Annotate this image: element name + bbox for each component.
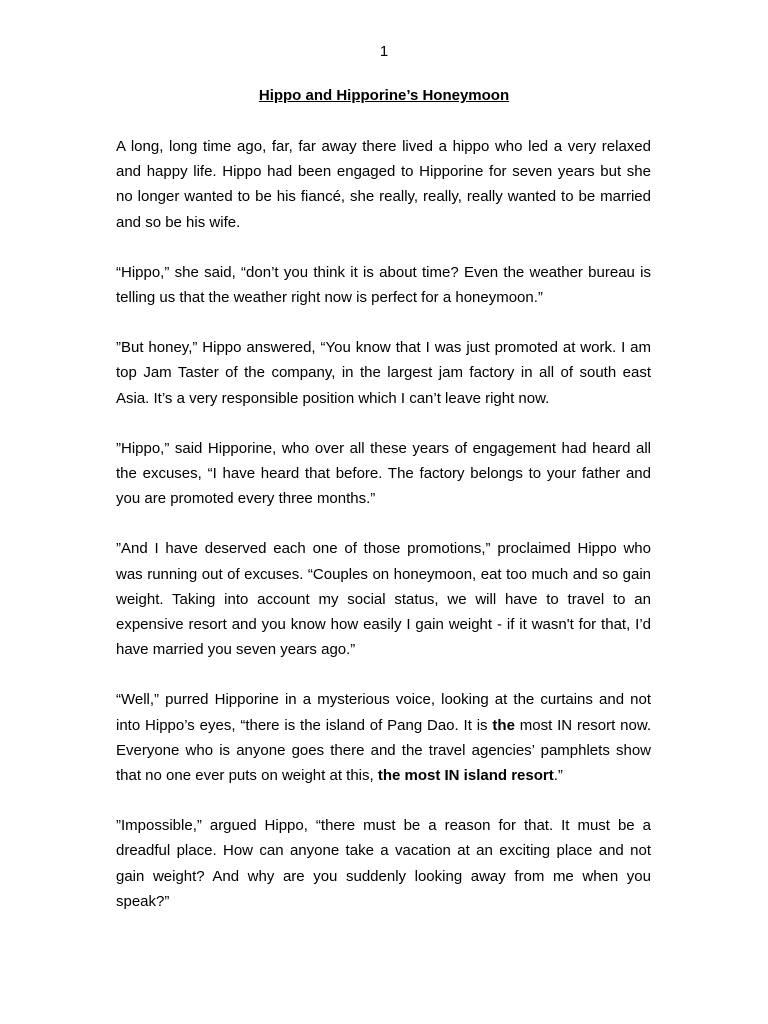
page-number: 1 [379, 43, 389, 60]
paragraph-6-text-a: “Well,” purred Hipporine in a mysterious voice, looking at the curtains and not into Hippo’s eyes, “there is the island of Pang Dao. It is [116, 691, 651, 734]
paragraph-6-text-b: most IN resort now. Everyone who is anyone goes there and the travel agencies’ pamphlets show that no one ever puts on weight at this, [116, 716, 651, 785]
document-title: Hippo and Hipporine’s Honeymoon [258, 87, 510, 104]
paragraph-5: ”And I have deserved each one of those promotions,” proclaimed Hippo who was running out of excuses. “Couples on honeymoon, eat too much and so gain weight. Taking into account my social status, we will have to travel to an expensive resort and you know how easily I gain weight - if it wasn't for that, I’d have married you seven years ago.” [116, 540, 651, 659]
emphasis-the: the [492, 716, 515, 734]
paragraph-6-text-c: .” [553, 767, 563, 785]
paragraph-7: ”Impossible,” argued Hippo, “there must be a reason for that. It must be a dreadful place. How can anyone take a vacation at an exciting place and not gain weight? And why are you suddenly looking away from me when you speak?” [116, 817, 651, 910]
paragraph-3: ”But honey,” Hippo answered, “You know that I was just promoted at work. I am top Jam Taster of the company, in the largest jam factory in all of south east Asia. It’s a very responsible position which I can’t leave right now. [116, 339, 651, 407]
paragraph-2: “Hippo,” she said, “don’t you think it is about time? Even the weather bureau is telling us that the weather right now is perfect for a honeymoon.” [116, 263, 651, 307]
document-body [116, 134, 651, 939]
paragraph-6 [116, 687, 651, 788]
paragraph-4: ”Hippo,” said Hipporine, who over all these years of engagement had heard all the excuses, “I have heard that before. The factory belongs to your father and you are promoted every three months.” [116, 439, 651, 508]
paragraph-1: A long, long time ago, far, far away there lived a hippo who led a very relaxed and happy life. Hippo had been engaged to Hipporine for seven years but she no longer wanted to be his fiancé, she really, really, really wanted to be married and so be his wife. [116, 138, 651, 231]
emphasis-resort: the most IN island resort [377, 767, 554, 785]
